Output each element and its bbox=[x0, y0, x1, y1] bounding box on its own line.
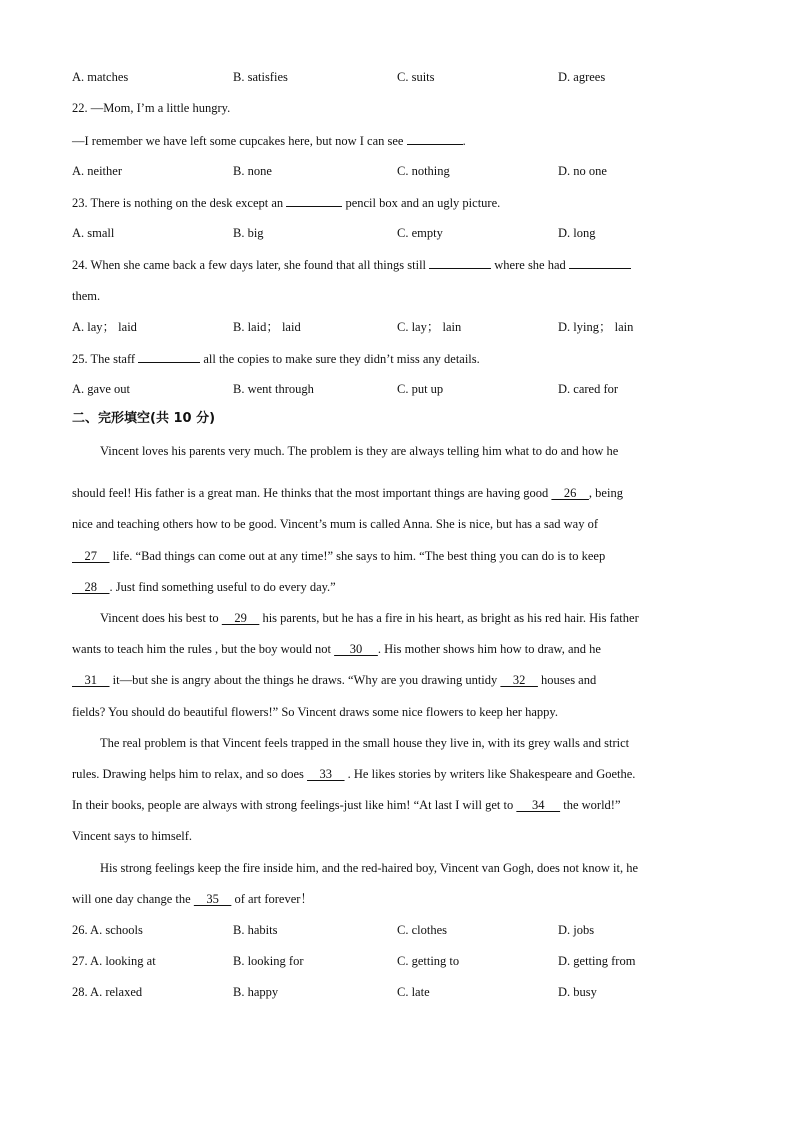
passage-text: of art forever！ bbox=[231, 892, 313, 906]
q23-option-d: D. long bbox=[558, 226, 596, 240]
q23-option-a: A. small bbox=[72, 226, 115, 240]
q28-option-a: 28. A. relaxed bbox=[72, 985, 143, 999]
passage-p2-line3 bbox=[72, 672, 722, 688]
q22-stem: 22. —Mom, I’m a little hungry. bbox=[72, 101, 231, 115]
passage-p4-line1: His strong feelings keep the fire inside him, and the red-haired boy, Vincent van Gogh, does not know it, he bbox=[100, 861, 639, 875]
passage-p1-line2 bbox=[72, 485, 722, 501]
passage-text: it—but she is angry about the things he draws. “Why are you drawing untidy bbox=[109, 673, 501, 687]
q27-option-c: C. getting to bbox=[397, 954, 460, 968]
passage-text: his parents, but he has a fire in his heart, as bright as his red hair. His father bbox=[259, 611, 639, 625]
passage-text: , being bbox=[588, 486, 623, 500]
q26-option-b: B. habits bbox=[233, 923, 278, 937]
q23-option-b: B. big bbox=[233, 226, 264, 240]
q21-option-a: A. matches bbox=[72, 70, 129, 84]
q22-option-b: B. none bbox=[233, 164, 272, 178]
q24-option-d: D. lying； lain bbox=[558, 320, 634, 334]
q23-stem bbox=[72, 194, 500, 211]
q28-option-c: C. late bbox=[397, 985, 430, 999]
q21-option-b: B. satisfies bbox=[233, 70, 288, 84]
blank-34: 34 bbox=[516, 798, 561, 812]
q22-option-d: D. no one bbox=[558, 164, 607, 178]
q22-line2-pre: —I remember we have left some cupcakes here, but now I can see bbox=[72, 134, 407, 148]
blank-31: 31 bbox=[72, 673, 110, 687]
passage-text: will one day change the bbox=[72, 892, 194, 906]
q24-option-a: A. lay； laid bbox=[72, 320, 137, 334]
passage-text: houses and bbox=[537, 673, 597, 687]
q23-option-c: C. empty bbox=[397, 226, 443, 240]
q27-option-d: D. getting from bbox=[558, 954, 636, 968]
passage-p3-line3 bbox=[72, 797, 722, 813]
q23-blank bbox=[286, 194, 342, 207]
blank-26: 26 bbox=[551, 486, 589, 500]
passage-p1-line5 bbox=[72, 579, 722, 595]
passage-p2-line2 bbox=[72, 641, 722, 657]
q26-option-d: D. jobs bbox=[558, 923, 595, 937]
passage-p1-line3: nice and teaching others how to be good. Vincent’s mum is called Anna. She is nice, but has a sad way of bbox=[72, 517, 598, 531]
passage-text: rules. Drawing helps him to relax, and so does bbox=[72, 767, 308, 781]
passage-p2-line4: fields? You should do beautiful flowers!” So Vincent draws some nice flowers to keep her happy. bbox=[72, 705, 558, 719]
passage-text: . Just find something useful to do every day.” bbox=[109, 580, 336, 594]
q25-option-d: D. cared for bbox=[558, 382, 619, 396]
q27-option-b: B. looking for bbox=[233, 954, 304, 968]
blank-27: 27 bbox=[72, 549, 110, 563]
q25-option-c: C. put up bbox=[397, 382, 444, 396]
q24-stem bbox=[72, 256, 631, 273]
passage-p3-line4: Vincent says to himself. bbox=[72, 829, 193, 843]
passage-p1-line1: Vincent loves his parents very much. The problem is they are always telling him what to do and how he bbox=[100, 444, 619, 458]
q26-option-a: 26. A. schools bbox=[72, 923, 143, 937]
blank-29: 29 bbox=[221, 611, 260, 625]
q24-stem-mid: where she had bbox=[491, 258, 569, 272]
blank-35: 35 bbox=[193, 892, 232, 906]
blank-30: 30 bbox=[334, 642, 378, 656]
passage-text: life. “Bad things can come out at any time!” she says to him. “The best thing you can do is to keep bbox=[109, 549, 606, 563]
passage-text: wants to teach him the rules , but the boy would not bbox=[72, 642, 335, 656]
q24-stem-pre: 24. When she came back a few days later, she found that all things still bbox=[72, 258, 430, 272]
blank-32: 32 bbox=[500, 673, 538, 687]
q23-stem-post: pencil box and an ugly picture. bbox=[342, 196, 501, 210]
q25-stem-post: all the copies to make sure they didn’t miss any details. bbox=[200, 352, 480, 366]
passage-text: . His mother shows him how to draw, and he bbox=[377, 642, 601, 656]
q28-option-b: B. happy bbox=[233, 985, 279, 999]
passage-text: the world!” bbox=[560, 798, 621, 812]
q25-option-a: A. gave out bbox=[72, 382, 130, 396]
q21-option-c: C. suits bbox=[397, 70, 435, 84]
passage-text: Vincent does his best to bbox=[100, 611, 222, 625]
q22-line2-post: . bbox=[462, 134, 466, 148]
q25-stem-pre: 25. The staff bbox=[72, 352, 139, 366]
q25-option-b: B. went through bbox=[233, 382, 314, 396]
q24-blank-1 bbox=[429, 256, 491, 269]
q27-option-a: 27. A. looking at bbox=[72, 954, 156, 968]
q25-stem bbox=[72, 350, 480, 367]
section-title: 二、完形填空(共 10 分) bbox=[72, 411, 216, 426]
passage-p1-line4 bbox=[72, 548, 722, 564]
q22-line2 bbox=[72, 132, 466, 149]
q24-blank-2 bbox=[569, 256, 631, 269]
q26-option-c: C. clothes bbox=[397, 923, 447, 937]
passage-p3-line1: The real problem is that Vincent feels trapped in the small house they live in, with its grey walls and strict bbox=[100, 736, 630, 750]
q23-stem-pre: 23. There is nothing on the desk except an bbox=[72, 196, 287, 210]
q22-option-a: A. neither bbox=[72, 164, 122, 178]
passage-text: . He likes stories by writers like Shakespeare and Goethe. bbox=[344, 767, 636, 781]
q28-option-d: D. busy bbox=[558, 985, 597, 999]
q21-option-d: D. agrees bbox=[558, 70, 606, 84]
q22-option-c: C. nothing bbox=[397, 164, 450, 178]
q25-blank bbox=[138, 350, 200, 363]
blank-33: 33 bbox=[307, 767, 345, 781]
passage-text: In their books, people are always with strong feelings-just like him! “At last I will get to bbox=[72, 798, 517, 812]
q22-blank bbox=[407, 132, 463, 145]
q24-stem-cont: them. bbox=[72, 289, 101, 303]
passage-text: should feel! His father is a great man. He thinks that the most important things are having good bbox=[72, 486, 552, 500]
q24-option-c: C. lay； lain bbox=[397, 320, 462, 334]
blank-28: 28 bbox=[72, 580, 110, 594]
passage-p2-line1 bbox=[100, 610, 722, 626]
passage-p3-line2 bbox=[72, 766, 722, 782]
q24-option-b: B. laid； laid bbox=[233, 320, 301, 334]
passage-p4-line2 bbox=[72, 891, 722, 907]
